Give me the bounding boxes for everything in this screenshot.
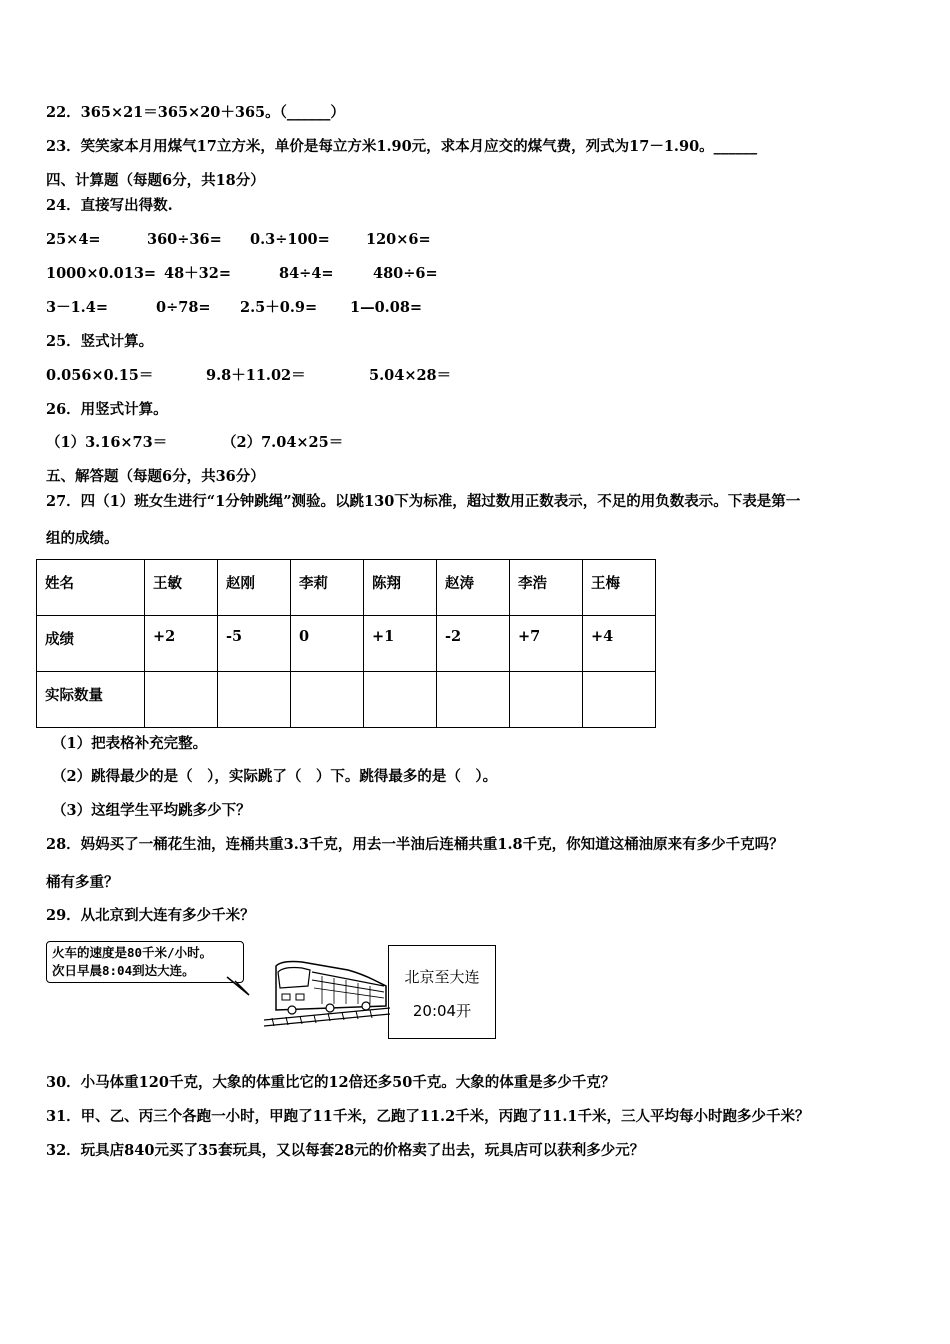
q27-sub-2: （2）跳得最少的是（ ），实际跳了（ ）下。跳得最多的是（ ）。	[52, 768, 498, 785]
table-cell: 成绩	[37, 616, 145, 672]
question-30: 30．小马体重120千克，大象的体重比它的12倍还多50千克。大象的体重是多少千克？	[46, 1074, 616, 1091]
answer-cell[interactable]	[364, 672, 437, 728]
q24-item: 120×6=	[366, 231, 431, 248]
table-cell: 李莉	[291, 560, 364, 616]
section-4-heading: 四、计算题（每题6分，共18分）	[46, 172, 265, 189]
q24-item: 480÷6=	[373, 265, 438, 282]
table-row	[37, 560, 656, 616]
table-cell: 赵涛	[437, 560, 510, 616]
section-5-heading: 五、解答题（每题6分，共36分）	[46, 468, 265, 485]
q24-item: 1—0.08=	[350, 299, 423, 316]
table-cell: 实际数量	[37, 672, 145, 728]
answer-cell[interactable]	[510, 672, 583, 728]
q24-item: 360÷36=	[147, 231, 222, 248]
station-sign	[388, 945, 496, 1039]
table-row	[37, 616, 656, 672]
question-24: 24．直接写出得数.	[46, 197, 173, 214]
table-cell: +2	[145, 616, 218, 672]
answer-cell[interactable]	[437, 672, 510, 728]
train-icon	[262, 958, 392, 1030]
table-cell: +4	[583, 616, 656, 672]
answer-cell[interactable]	[291, 672, 364, 728]
q24-item: 0÷78=	[156, 299, 211, 316]
table-row	[37, 672, 656, 728]
table-cell: +7	[510, 616, 583, 672]
table-cell: 0	[291, 616, 364, 672]
question-26: 26．用竖式计算。	[46, 401, 168, 418]
bubble-tail-icon	[225, 975, 255, 999]
q24-item: 48＋32=	[164, 265, 232, 282]
score-table	[36, 559, 656, 728]
q24-item: 0.3÷100=	[250, 231, 330, 248]
bubble-line: 火车的速度是80千米/小时。	[52, 945, 213, 960]
sign-time: 20:04开	[412, 1002, 472, 1020]
table-cell: 姓名	[37, 560, 145, 616]
bubble-line: 次日早晨8:04到达大连。	[52, 963, 195, 978]
q24-item: 84÷4=	[279, 265, 334, 282]
q25-item: 0.056×0.15＝	[46, 367, 154, 384]
table-cell: 赵刚	[218, 560, 291, 616]
answer-cell[interactable]	[583, 672, 656, 728]
table-cell: -2	[437, 616, 510, 672]
question-31: 31．甲、乙、丙三个各跑一小时，甲跑了11千米，乙跑了11.2千米，丙跑了11.1千米，三人平均每小时跑多少千米？	[46, 1108, 810, 1125]
q27-sub-3: （3）这组学生平均跳多少下？	[52, 802, 251, 819]
table-cell: 王梅	[583, 560, 656, 616]
q26-item: （2）7.04×25＝	[222, 434, 344, 451]
question-32: 32．玩具店840元买了35套玩具，又以每套28元的价格卖了出去，玩具店可以获利多少元？	[46, 1142, 645, 1159]
speech-bubble	[46, 941, 244, 983]
q24-item: 1000×0.013=	[46, 265, 157, 282]
answer-cell[interactable]	[218, 672, 291, 728]
question-28-line-2: 桶有多重？	[46, 874, 119, 891]
q26-item: （1）3.16×73＝	[46, 434, 168, 451]
question-28-line-1: 28．妈妈买了一桶花生油，连桶共重3.3千克，用去一半油后连桶共重1.8千克，你知道这桶油原来有多少千克吗？	[46, 836, 784, 853]
table-cell: -5	[218, 616, 291, 672]
q27-sub-1: （1）把表格补充完整。	[52, 735, 208, 752]
q24-item: 3－1.4=	[46, 299, 108, 316]
table-cell: 王敏	[145, 560, 218, 616]
table-cell: 陈翔	[364, 560, 437, 616]
table-cell: +1	[364, 616, 437, 672]
q24-item: 25×4=	[46, 231, 101, 248]
q25-item: 9.8＋11.02＝	[206, 367, 306, 384]
table-cell: 李浩	[510, 560, 583, 616]
question-25: 25．竖式计算。	[46, 333, 154, 350]
question-29: 29．从北京到大连有多少千米？	[46, 907, 255, 924]
sign-title: 北京至大连	[404, 968, 480, 986]
q24-item: 2.5＋0.9=	[240, 299, 318, 316]
question-27-line-1: 27．四（1）班女生进行“1分钟跳绳”测验。以跳130下为标准，超过数用正数表示，不足的用负数表示。下表是第一	[46, 493, 801, 510]
question-22: 22．365×21＝365×20＋365。（______）	[46, 104, 345, 121]
q25-item: 5.04×28＝	[369, 367, 452, 384]
question-27-line-2: 组的成绩。	[46, 530, 119, 547]
answer-cell[interactable]	[145, 672, 218, 728]
question-23: 23．笑笑家本月用煤气17立方米，单价是每立方米1.90元，求本月应交的煤气费，列式为17－1.90。______	[46, 138, 758, 155]
